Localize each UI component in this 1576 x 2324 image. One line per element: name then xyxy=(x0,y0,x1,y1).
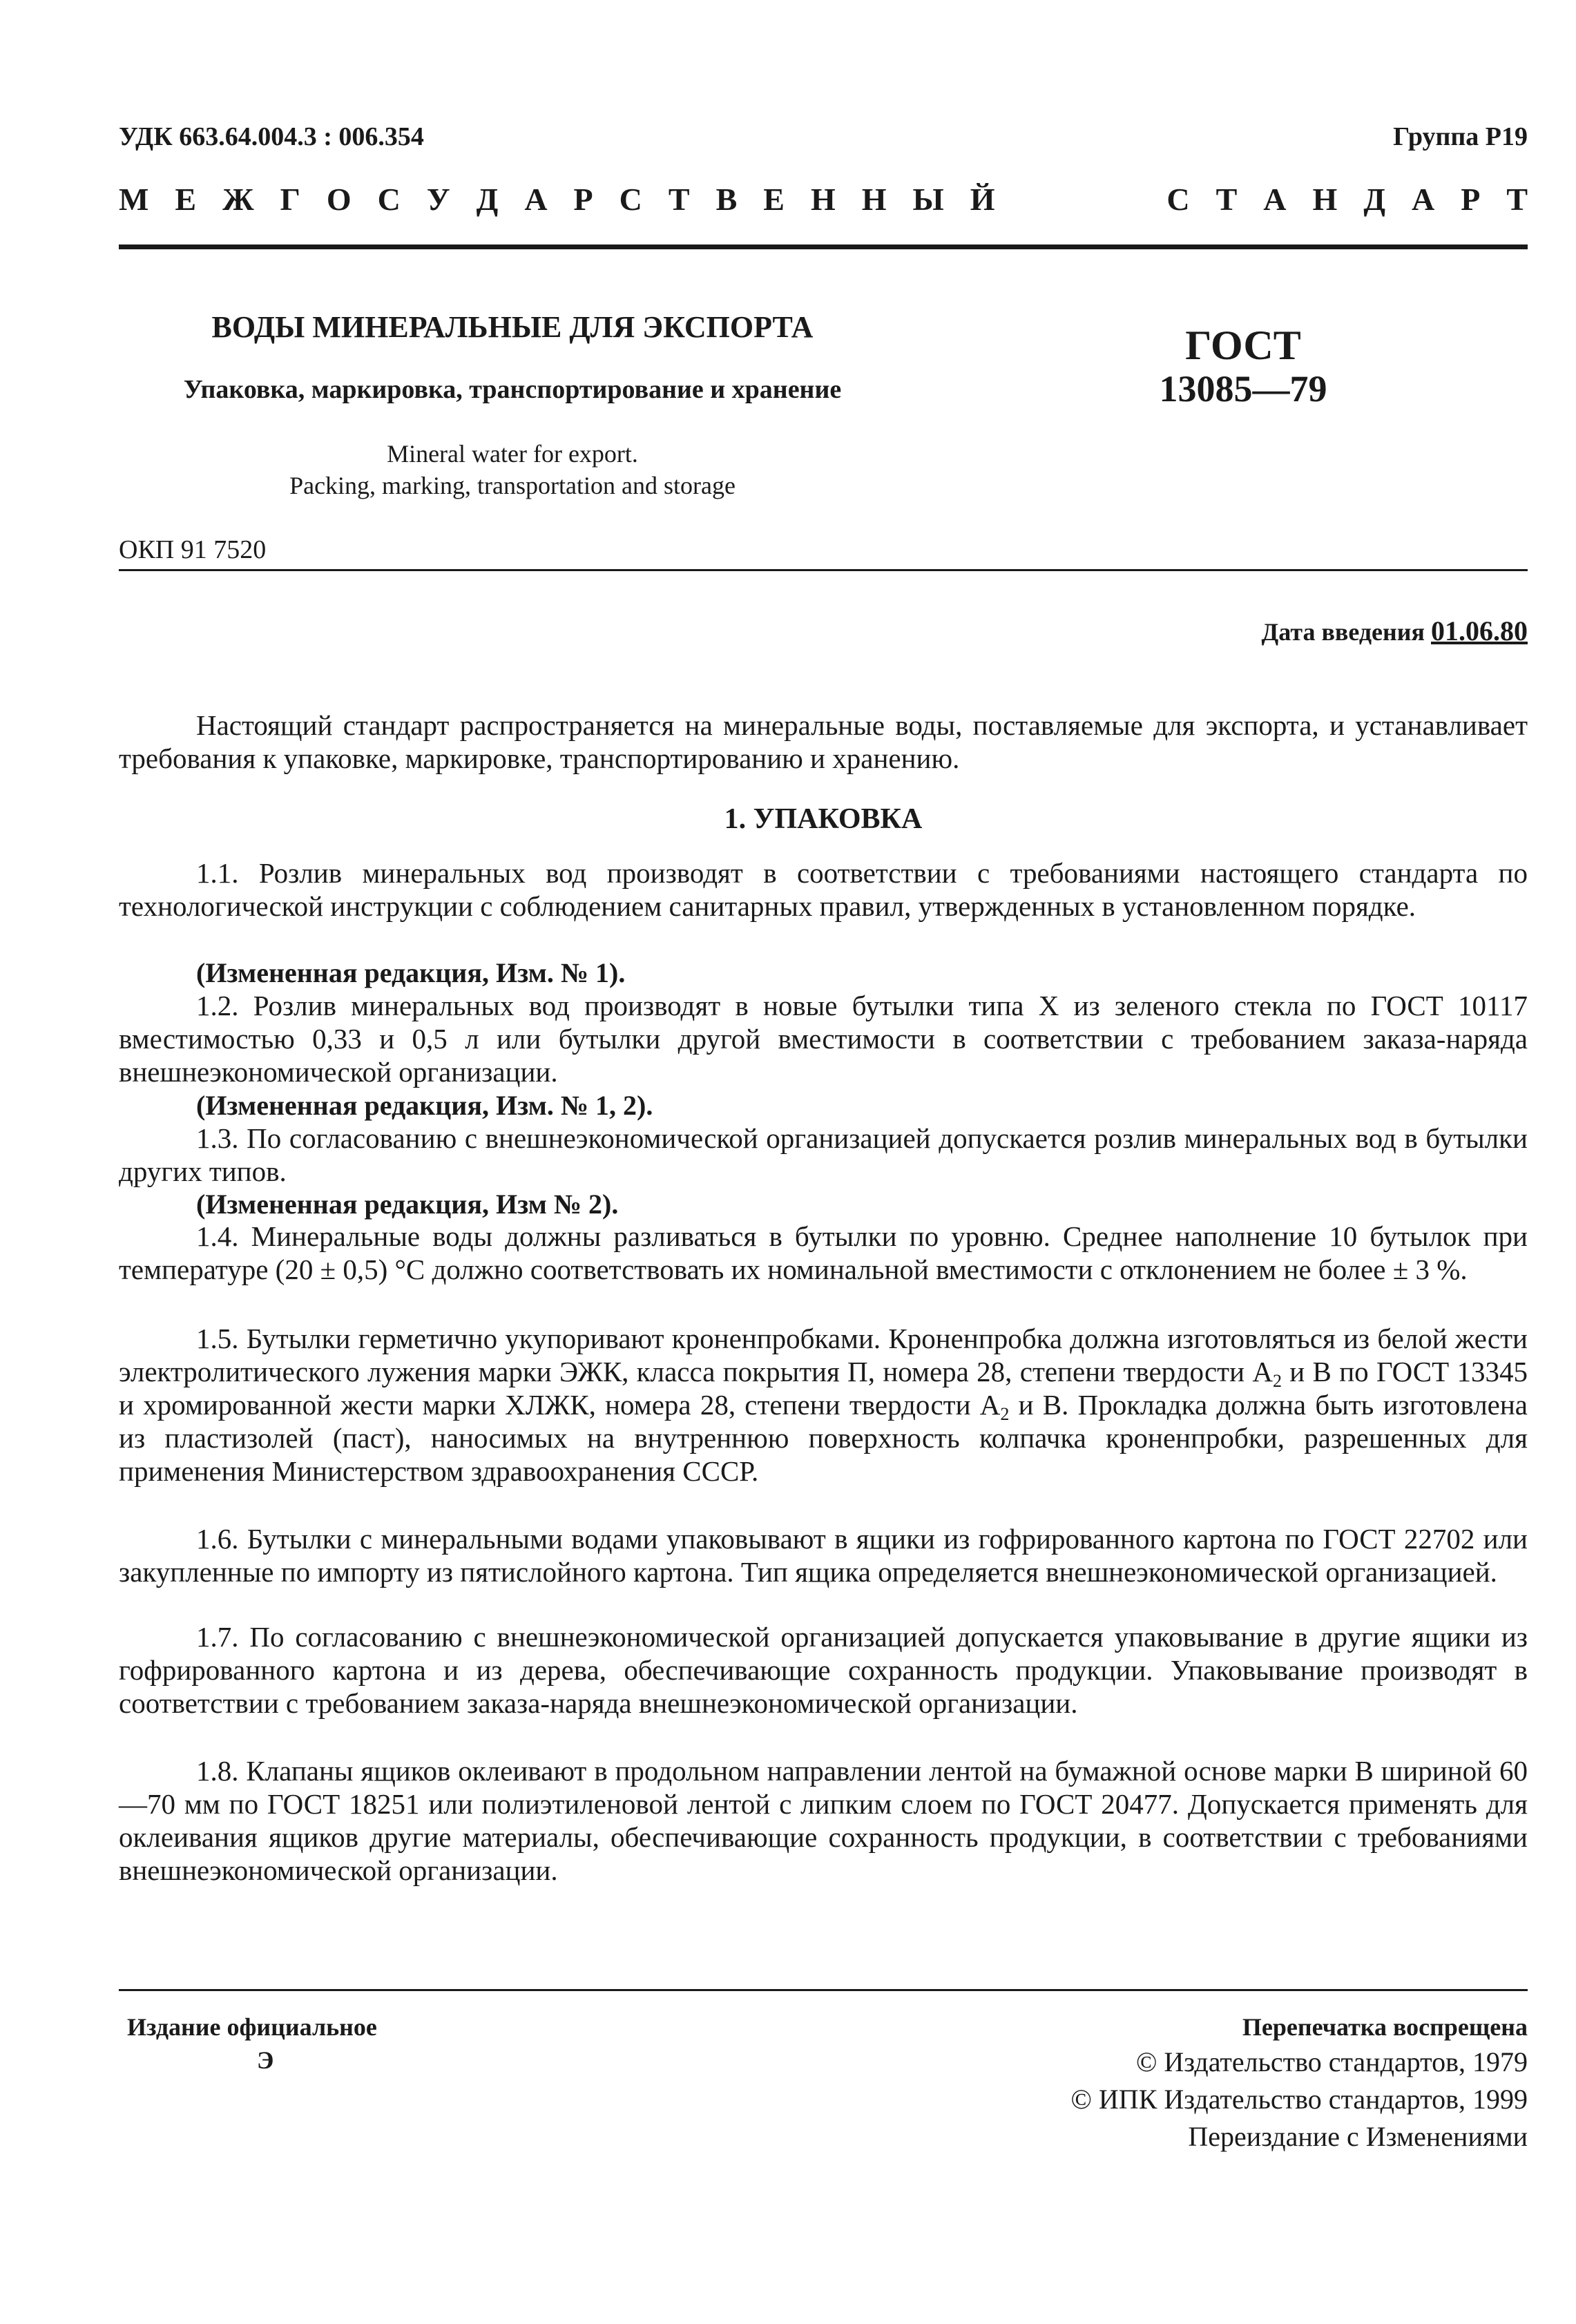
banner-letter: В xyxy=(715,182,738,217)
header-rule xyxy=(119,244,1528,249)
banner-letter: Й xyxy=(970,182,995,217)
effective-date-value: 01.06.80 xyxy=(1431,615,1528,646)
banner-letter: Р xyxy=(1461,182,1481,217)
banner-letter: У xyxy=(426,182,450,217)
banner-letter: Т xyxy=(1215,182,1238,217)
banner-letter: Т xyxy=(668,182,690,217)
banner-letter: С xyxy=(1166,182,1190,217)
banner-letter: Г xyxy=(280,182,300,217)
effective-date xyxy=(1262,615,1528,647)
banner-letter: А xyxy=(1411,182,1435,217)
banner-letter: Ы xyxy=(912,182,944,217)
title-english-2: Packing, marking, transportation and storage xyxy=(289,472,736,499)
banner-letter: Е xyxy=(175,182,197,217)
clause-1-8: 1.8. Клапаны ящиков оклеивают в продольном направлении лентой на бумажной основе марки В шириной 60—70 мм по ГОСТ 18251 или полиэтиленовой лентой с липким слоем по ГОСТ 20477. Допускается применять для оклеивания ящиков другие материалы, обеспечивающие сохранность продукции, в соответствии с требованиями внешнеэкономической организации. xyxy=(119,1755,1528,1886)
section-heading-packaging: 1. УПАКОВКА xyxy=(724,803,923,835)
banner-letter: Р xyxy=(573,182,593,217)
banner-letter: Е xyxy=(763,182,785,217)
copyright-1999: © ИПК Издательство стандартов, 1999 xyxy=(1070,2084,1528,2115)
amendment-note-3: (Измененная редакция, Изм № 2). xyxy=(196,1189,619,1220)
amendment-note-2: (Измененная редакция, Изм. № 1, 2). xyxy=(196,1090,653,1121)
title-rule xyxy=(119,569,1528,571)
footer-rule xyxy=(119,1989,1528,1991)
doc-title: ВОДЫ МИНЕРАЛЬНЫЕ ДЛЯ ЭКСПОРТА xyxy=(211,310,814,344)
reprint-prohibited: Перепечатка воспрещена xyxy=(1242,2013,1528,2041)
banner-letter: А xyxy=(1263,182,1287,217)
banner-interstate-standard xyxy=(119,181,1528,218)
banner-letter: С xyxy=(377,182,401,217)
banner-letter: Д xyxy=(1363,182,1385,217)
clause-1-2: 1.2. Розлив минеральных вод производят в новые бутылки типа X из зеленого стекла по ГОСТ 10117 вместимостью 0,33 и 0,5 л или бутылки другой вместимости в соответствии с требованием заказа-наряда внешнеэкономической организации. xyxy=(119,990,1528,1088)
gost-label: ГОСТ xyxy=(1185,323,1301,368)
clause-1-6: 1.6. Бутылки с минеральными водами упаковывают в ящики из гофрированного картона по ГОСТ 22702 или закупленные по импорту из пятислойного картона. Тип ящика определяется внешнеэкономической организацией. xyxy=(119,1523,1528,1588)
banner-letter: Ж xyxy=(222,182,254,217)
intro-paragraph: Настоящий стандарт распространяется на минеральные воды, поставляемые для экспорта, и устанавливает требования к упаковке, маркировке, транспортированию и хранению. xyxy=(119,709,1528,774)
banner-letter: Н xyxy=(861,182,887,217)
title-english-1: Mineral water for export. xyxy=(387,440,638,468)
gost-number: 13085—79 xyxy=(1159,368,1327,410)
banner-letter: А xyxy=(524,182,548,217)
clause-1-5: 1.5. Бутылки герметично укупоривают кроненпробками. Кроненпробка должна изготовляться из белой жести электролитического лужения марки ЭЖК, класса покрытия П, номера 28, степени твердости $А_2$ и В по ГОСТ 13345 и хромированной жести марки ХЛЖК, номера 28, степени твердости $А_2$ и В. Прокладка должна быть изготовлена из пластизолей (паст), наносимых на внутреннюю поверхность колпачка кроненпробки, разрешенных для применения Министерством здравоохранения СССР. xyxy=(119,1323,1528,1487)
banner-letter: М xyxy=(119,182,149,217)
effective-date-label: Дата введения xyxy=(1261,618,1425,646)
amendment-note-1: (Измененная редакция, Изм. № 1). xyxy=(196,957,626,988)
official-edition: Издание официальное xyxy=(127,2013,377,2041)
banner-letter: О xyxy=(326,182,352,217)
reissue-note: Переиздание с Изменениями xyxy=(1188,2121,1528,2152)
clause-1-3: 1.3. По согласованию с внешнеэкономической организацией допускается розлив минеральных вод в бутылки других типов. xyxy=(119,1122,1528,1187)
clause-1-4: 1.4. Минеральные воды должны разливаться в бутылки по уровню. Среднее наполнение 10 бутылок при температуре (20 ± 0,5) °С должно соответствовать их номинальной вместимости с отклонением не более ± 3 %. xyxy=(119,1220,1528,1285)
edition-mark: Э xyxy=(257,2046,274,2074)
banner-word-standard xyxy=(1166,181,1528,218)
group-code: Группа Р19 xyxy=(1393,122,1528,151)
banner-letter: Д xyxy=(476,182,499,217)
banner-letter: Н xyxy=(810,182,836,217)
banner-letter: Т xyxy=(1506,182,1528,217)
banner-letter: С xyxy=(619,182,642,217)
udc-code: УДК 663.64.004.3 : 006.354 xyxy=(119,122,424,151)
banner-word-interstate xyxy=(119,181,994,218)
clause-1-7: 1.7. По согласованию с внешнеэкономической организацией допускается упаковывание в другие ящики из гофрированного картона и из дерева, обеспечивающие сохранность продукции. Упаковывание производят в соответствии с требованием заказа-наряда внешнеэкономической организации. xyxy=(119,1621,1528,1719)
clause-1-1: 1.1. Розлив минеральных вод производят в соответствии с требованиями настоящего стандарта по технологической инструкции с соблюдением санитарных правил, утвержденных в установленном порядке. xyxy=(119,857,1528,922)
okp-code: ОКП 91 7520 xyxy=(119,535,267,564)
copyright-1979: © Издательство стандартов, 1979 xyxy=(1135,2046,1528,2077)
doc-subtitle: Упаковка, маркировка, транспортирование и хранение xyxy=(183,375,842,404)
banner-letter: Н xyxy=(1312,182,1338,217)
